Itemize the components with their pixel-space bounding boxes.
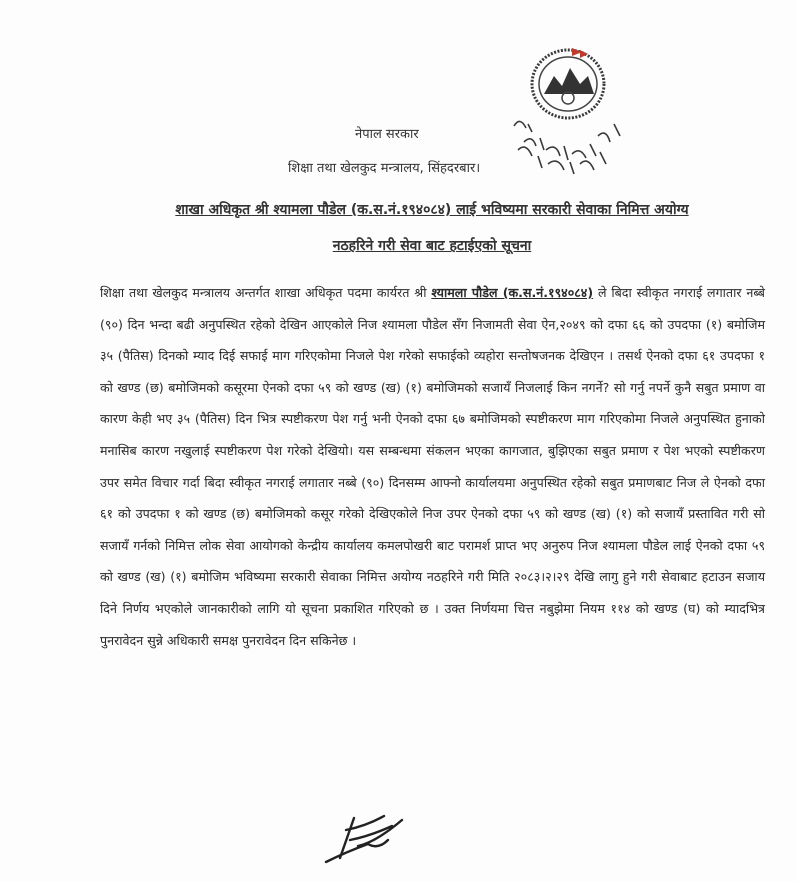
body-intro: शिक्षा तथा खेलकुद मन्त्रालय अन्तर्गत शाखा अधिकृत पदमा कार्यरत श्री	[100, 285, 432, 300]
notice-title-line-1: शाखा अधिकृत श्री श्यामला पौडेल (क.स.नं.१९४०८४) लाई भविष्यमा सरकारी सेवाका निमित्त अयोग्य	[175, 202, 689, 218]
officer-name: श्यामला पौडेल (क.स.नं.१९४०८४)	[431, 285, 594, 300]
notice-body	[100, 277, 765, 656]
notice-title	[112, 192, 752, 264]
ministry-name: शिक्षा तथा खेलकुद मन्त्रालय, सिंहदरबार।	[288, 161, 481, 176]
government-emblem-seal-icon	[510, 46, 628, 178]
signature-icon	[318, 800, 428, 870]
government-name: नेपाल सरकार	[355, 127, 419, 142]
notice-title-line-2: नठहरिने गरी सेवा बाट हटाईएको सूचना	[332, 238, 532, 254]
body-content: ले बिदा स्वीकृत नगराई लगातार नब्बे (९०) दिन भन्दा बढी अनुपस्थित रहेको देखिन आएकोले निज श्यामला पौडेल सँग निजामती सेवा ऐन,२०४९ को दफा ६६ को उपदफा (१) बमोजिम ३५ (पैतिस) दिनको म्याद दिई सफाई माग गरिएकोमा निजले पेश गरेको सफाईको व्यहोरा सन्तोषजनक देखिएन । तसर्थ ऐनको दफा ६१ उपदफा १ को खण्ड (छ) बमोजिमको कसूरमा ऐनको दफा ५९ को खण्ड (ख) (१) बमोजिमको सजायँ निजलाई किन नगर्ने? सो गर्नु नपर्ने कुनै सबुत प्रमाण वा कारण केही भए ३५ (पैतिस) दिन भित्र स्पष्टीकरण पेश गर्नु भनी ऐनको दफा ६७ बमोजिमको स्पष्टीकरण माग गरिएकोमा निजले अनुपस्थित हुनाको मनासिब कारण नखुलाई स्पष्टीकरण पेश गरेको देखियो। यस सम्बन्धमा संकलन भएका कागजात, बुझिएका सबुत प्रमाण र पेश भएको स्पष्टीकरण उपर समेत विचार गर्दा बिदा स्वीकृत नगराई लगातार नब्बे (९०) दिनसम्म आफ्नो कार्यालयमा अनुपस्थित रहेको सबुत प्रमाणबाट निज ले ऐनको दफा ६१ को उपदफा १ को खण्ड (छ) बमोजिमको कसूर गरेको देखिएकोले निज उपर ऐनको दफा ५९ को खण्ड (ख) (१) को सजायँ प्रस्तावित गरी सो सजायँ गर्नको निमित्त लोक सेवा आयोगको केन्द्रीय कार्यालय कमलपोखरी बाट परामर्श प्राप्त भए अनुरुप निज श्यामला पौडेल लाई ऐनको दफा ५९ को खण्ड (ख) (१) बमोजिम भविष्यमा सरकारी सेवाका निमित्त अयोग्य नठहरिने गरी मिति २०८३।२।२९ देखि लागु हुने गरी सेवाबाट हटाउन सजाय दिने निर्णय भएकोले जानकारीको लागि यो सूचना प्रकाशित गरिएको छ । उक्त निर्णयमा चित्त नबुझेमा नियम ११४ को खण्ड (घ) को म्यादभित्र पुनरावेदन सुन्ने अधिकारी समक्ष पुनरावेदन दिन सकिनेछ ।	[100, 285, 765, 648]
